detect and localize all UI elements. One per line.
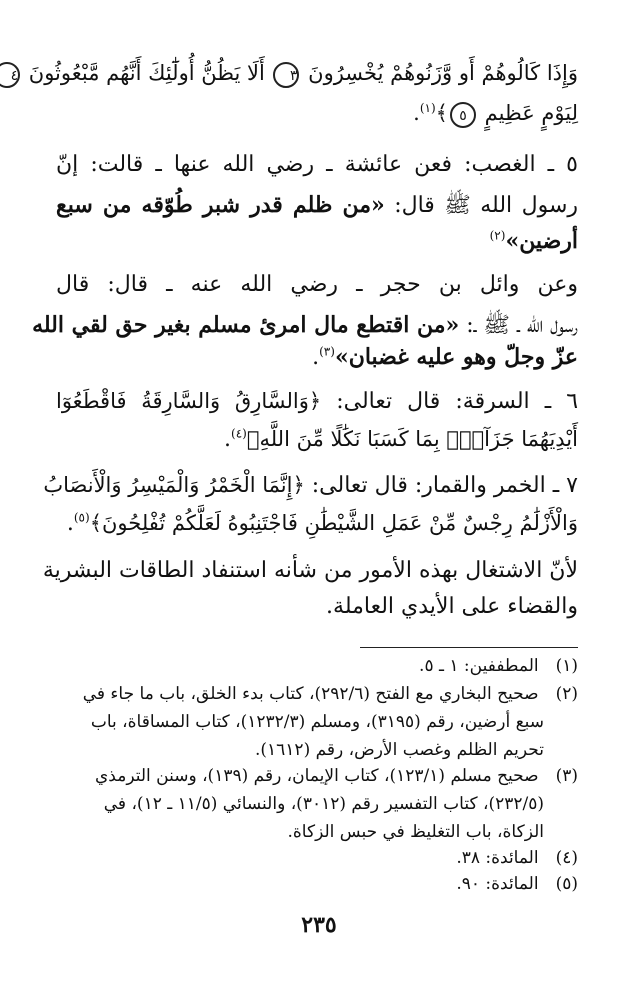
hadith-text: أرضين» xyxy=(505,228,578,254)
conclusion-line-1: لأنّ الاشتغال بهذه الأمور من شأنه استنفاد الطاقات البشرية xyxy=(42,558,578,583)
section-5-line-1: ٥ ـ الغصب: فعن عائشة ـ رضي الله عنها ـ قالت: إنّ xyxy=(56,152,578,177)
verse-text: لِيَوْمٍ عَظِيمٍ xyxy=(484,101,578,125)
text: رسول الله ﷺ قال: xyxy=(384,193,578,218)
verse-line-1 xyxy=(10,58,578,88)
ayah-number-marker: ٥ xyxy=(450,102,476,128)
footnote-separator xyxy=(360,647,578,648)
text: رسول الله ـ ﷺ ـ: xyxy=(459,313,578,338)
wail-line-2 xyxy=(32,310,578,341)
footnote-number: (٥) xyxy=(555,874,578,894)
section-7-line-2 xyxy=(56,508,578,539)
verse-text: أَيْدِيَهُمَا جَزَآءًۢ بِمَا كَسَبَا نَكَٰلًا مِّنَ اللَّهِ﴾ xyxy=(246,427,578,451)
footnote-1 xyxy=(56,654,578,679)
wail-line-1: وعن وائل بن حجر ـ رضي الله عنه ـ قال: قال xyxy=(56,272,578,297)
footnote-2-cont: سبع أرضين، رقم (٣١٩٥)، ومسلم (١٢٣٢/٣)، كتاب المساقاة، باب xyxy=(90,712,544,732)
verse-text: أَلَا يَظُنُّ أُولَٰٓئِكَ أَنَّهُم مَّبْعُوثُونَ xyxy=(28,61,265,85)
text: ٦ ـ السرقة: قال تعالى: xyxy=(321,389,579,414)
punctuation: . xyxy=(312,345,320,370)
footnote-number: (١) xyxy=(555,656,578,676)
punctuation: . xyxy=(413,101,420,125)
punctuation: . xyxy=(224,427,232,452)
verse-line-2 xyxy=(56,98,578,128)
footnote-3-cont: الزكاة، باب التغليظ في حبس الزكاة. xyxy=(287,822,544,842)
footnote-number: (٣) xyxy=(555,766,578,786)
wail-line-3 xyxy=(56,342,578,373)
verse-close-bracket: ﴾ xyxy=(435,101,448,125)
verse-text: وَإِذَا كَالُوهُمْ أَو وَّزَنُوهُمْ يُخْسِرُونَ xyxy=(308,61,578,85)
hadith-text: «من اقتطع مال امرئ مسلم بغير حق لقي الله xyxy=(32,312,460,338)
footnote-5 xyxy=(56,872,578,897)
footnote-text: المائدة: ٩٠. xyxy=(456,874,539,894)
page-number: ٢٣٥ xyxy=(301,912,337,938)
footnote-text: صحيح البخاري مع الفتح (٢٩٢/٦)، كتاب بدء الخلق، باب ما جاء في xyxy=(82,684,539,704)
footnote-ref: (٥) xyxy=(73,510,90,525)
section-6-line-1 xyxy=(56,386,578,417)
footnote-ref: (٤) xyxy=(231,426,247,441)
conclusion-line-2: والقضاء على الأيدي العاملة. xyxy=(326,594,578,619)
footnote-2-cont: تحريم الظلم وغصب الأرض، رقم (١٦١٢). xyxy=(254,740,544,760)
hadith-text: عزّ وجلّ وهو عليه غضبان» xyxy=(334,344,578,370)
footnote-2 xyxy=(56,682,578,707)
footnote-ref: (١) xyxy=(419,101,436,115)
footnote-ref: (٢) xyxy=(489,228,506,243)
section-6-line-2 xyxy=(56,424,578,455)
punctuation: . xyxy=(66,511,74,536)
footnote-text: المطففين: ١ ـ ٥. xyxy=(419,656,539,676)
verse-text: وَالْأَزْلَٰمُ رِجْسٌ مِّنْ عَمَلِ الشَّيْطَٰنِ فَاجْتَنِبُوهُ لَعَلَّكُمْ تُفْلِحُونَ﴾ xyxy=(89,511,578,535)
footnote-ref: (٣) xyxy=(319,344,335,359)
footnote-text: المائدة: ٣٨. xyxy=(456,848,539,868)
section-5-line-3 xyxy=(56,226,578,257)
hadith-text: «من ظلم قدر شبر طُوّقه من سبع xyxy=(56,192,385,218)
footnote-4 xyxy=(56,846,578,871)
footnote-3 xyxy=(56,764,578,789)
footnote-3-cont: (٢٣٢/٥)، كتاب التفسير رقم (٣٠١٢)، والنسائي (١١/٥ ـ ١٢)، في xyxy=(103,794,544,814)
verse-text: ﴿إِنَّمَا الْخَمْرُ وَالْمَيْسِرُ وَالْأَنصَابُ xyxy=(43,473,305,497)
section-5-line-2 xyxy=(56,190,578,221)
verse-text: ﴿وَالسَّارِقُ وَالسَّارِقَةُ فَاقْطَعُوٓا xyxy=(56,389,322,413)
footnote-number: (٤) xyxy=(555,848,578,868)
section-7-line-1 xyxy=(43,470,578,501)
footnote-number: (٢) xyxy=(555,684,578,704)
ayah-number-marker: ٤ xyxy=(0,62,20,88)
footnote-text: صحيح مسلم (١٢٣/١)، كتاب الإيمان، رقم (١٣٩)، وسنن الترمذي xyxy=(94,766,539,786)
text: ٧ ـ الخمر والقمار: قال تعالى: xyxy=(304,473,578,498)
ayah-number-marker: ٣ xyxy=(273,62,299,88)
